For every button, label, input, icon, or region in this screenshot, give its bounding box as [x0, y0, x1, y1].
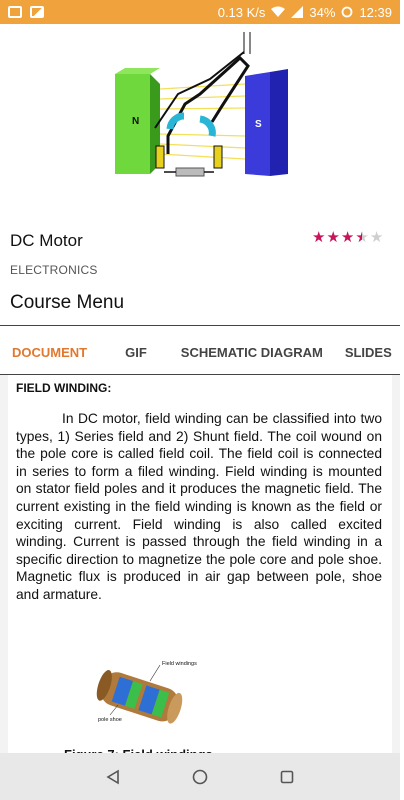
field-winding-figure	[88, 657, 218, 727]
network-speed: 0.13 K/s	[217, 4, 266, 20]
star-icon: ★	[340, 229, 355, 246]
battery-percent: 34%	[309, 4, 336, 20]
course-hero-image	[0, 24, 400, 218]
tab-document[interactable]: DOCUMENT	[12, 344, 88, 360]
home-button[interactable]	[188, 765, 212, 789]
gallery-icon	[30, 6, 44, 18]
recents-icon	[280, 770, 294, 784]
course-title: DC Motor	[10, 231, 83, 250]
tab-gif[interactable]: GIF	[125, 344, 147, 360]
document-viewer[interactable]	[0, 375, 400, 753]
course-category: ELECTRONICS	[10, 263, 98, 277]
tab-schematic-diagram[interactable]: SCHEMATIC DIAGRAM	[180, 344, 323, 360]
figure-label-field-windings: Field windings	[162, 661, 197, 667]
document-paragraph: In DC motor, field winding can be classified into two types, 1) Series field and 2) Shunt field. The coil wound on the pole core is called field coil. The field coil is connected in series to form a filed winding. Field winding is mounted on stator field poles and it produces the magnetic field. The current existing in the field winding is known as the field or exciting current. Field winding is also called excited winding. Current is passed through the field winding in a specific direction to magnetize the pole core and pole shoe. Magnetic flux is produced in air gap between pole, shoe and armature.	[16, 411, 382, 602]
figure-label-pole-shoe: pole shoe	[98, 717, 122, 723]
signal-icon	[291, 6, 303, 18]
system-nav-bar	[0, 753, 400, 800]
divider	[0, 325, 400, 326]
status-bar	[0, 0, 400, 24]
svg-text:N: N	[132, 116, 140, 127]
dc-motor-diagram-icon	[0, 24, 400, 218]
empty-star-icon: ★	[369, 229, 384, 246]
recents-button[interactable]	[275, 765, 299, 789]
section-title: Course Menu	[10, 292, 125, 313]
document-page	[8, 375, 392, 753]
home-icon	[192, 769, 208, 785]
battery-icon	[341, 6, 353, 18]
half-star-icon: ★	[355, 229, 369, 246]
back-icon	[106, 770, 120, 784]
svg-text:S: S	[255, 119, 262, 130]
back-button[interactable]	[101, 765, 125, 789]
rating-stars	[312, 228, 383, 246]
tab-slides[interactable]: SLIDES	[344, 344, 392, 360]
wifi-icon	[271, 6, 285, 18]
tab-bar	[0, 331, 400, 373]
clock: 12:39	[359, 4, 392, 20]
star-icon: ★	[312, 229, 326, 246]
document-heading: FIELD WINDING:	[16, 381, 112, 395]
notification-icon	[8, 6, 22, 18]
star-icon: ★	[326, 229, 340, 246]
